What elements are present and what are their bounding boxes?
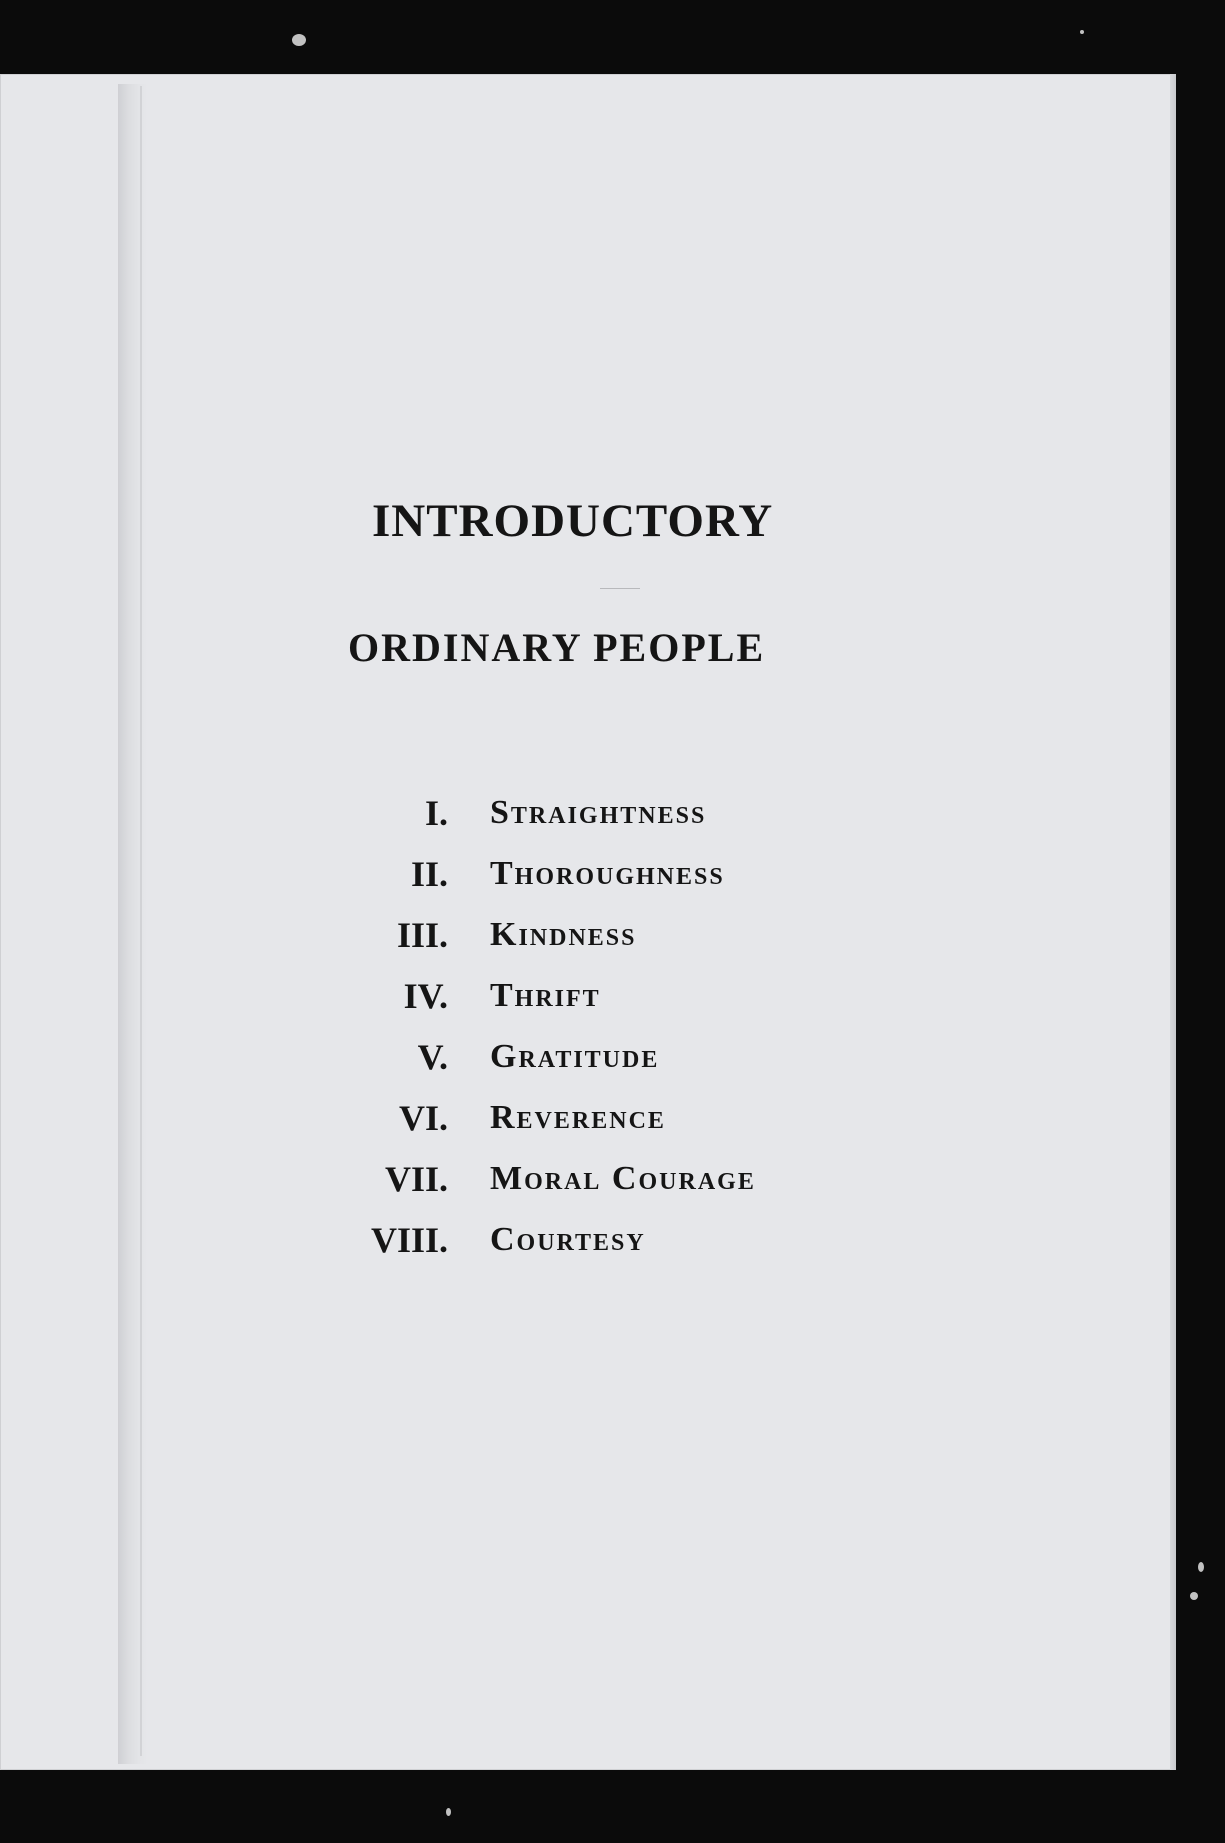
chapter-numeral: IV.	[403, 976, 448, 1016]
chapter-title: Courtesy	[490, 1221, 646, 1258]
chapter-numeral: II.	[410, 854, 448, 894]
chapter-title: Straightness	[490, 794, 707, 831]
chapter-title: Moral Courage	[490, 1160, 756, 1197]
scan-artifact	[1190, 1592, 1198, 1600]
table-of-contents	[340, 792, 860, 1280]
toc-entry	[340, 853, 860, 914]
chapter-numeral: VI.	[398, 1098, 448, 1138]
toc-entry	[340, 792, 860, 853]
heading-divider	[600, 588, 640, 589]
chapter-title: Kindness	[490, 916, 637, 953]
chapter-numeral: V.	[417, 1037, 448, 1077]
toc-entry	[340, 1097, 860, 1158]
toc-entry	[340, 1219, 860, 1280]
chapter-title: Thrift	[490, 977, 601, 1014]
part-title: ORDINARY PEOPLE	[348, 625, 766, 670]
chapter-numeral: III.	[396, 915, 448, 955]
toc-entry	[340, 1158, 860, 1219]
scan-artifact	[446, 1808, 451, 1816]
chapter-title: Reverence	[490, 1099, 666, 1136]
chapter-numeral: VIII.	[370, 1220, 448, 1260]
toc-entry	[340, 975, 860, 1036]
chapter-numeral: VII.	[384, 1159, 448, 1199]
scan-artifact	[1198, 1562, 1204, 1572]
toc-entry	[340, 914, 860, 975]
page-content	[0, 74, 1176, 1770]
chapter-title: Gratitude	[490, 1038, 660, 1075]
scan-artifact	[1080, 30, 1084, 34]
book-page	[0, 74, 1176, 1770]
section-heading: INTRODUCTORY	[372, 495, 774, 547]
toc-entry	[340, 1036, 860, 1097]
chapter-title: Thoroughness	[490, 855, 725, 892]
scan-artifact	[292, 34, 306, 46]
chapter-numeral: I.	[424, 793, 448, 833]
